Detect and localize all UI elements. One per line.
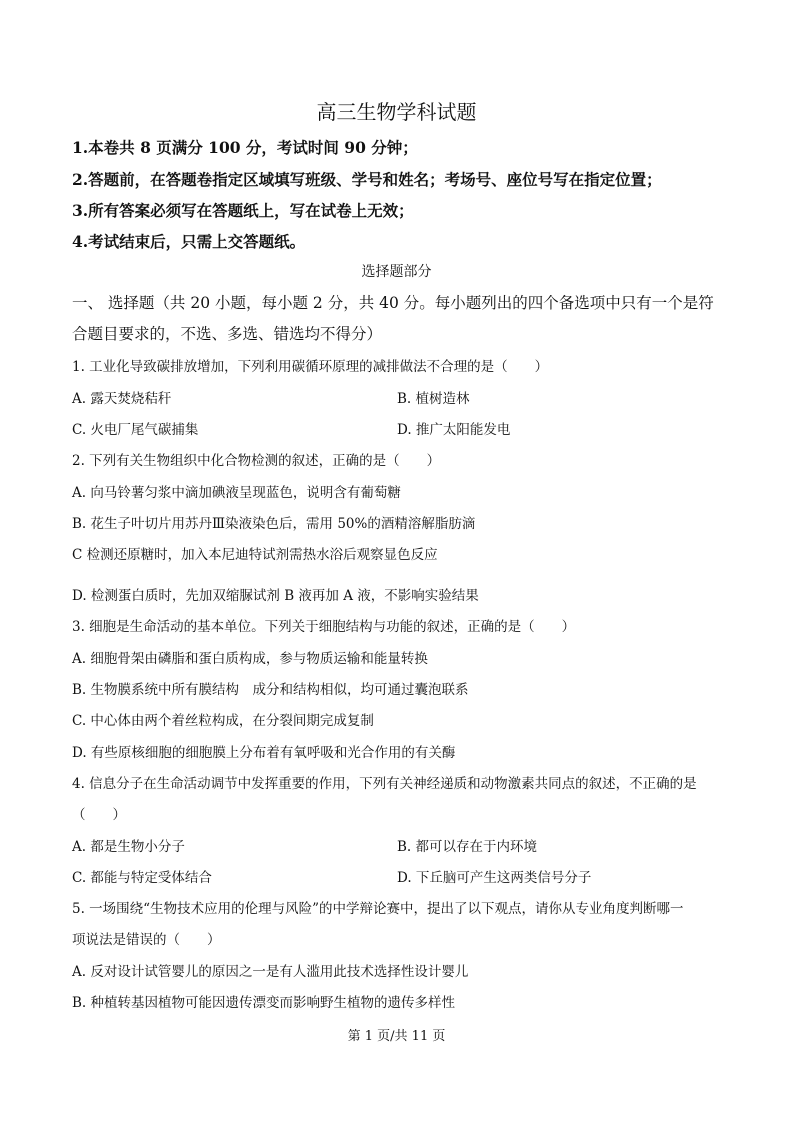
question-4-option-a: A. 都是生物小分子 [72, 839, 185, 855]
rule-1: 1.本卷共 8 页满分 100 分，考试时间 90 分钟； [72, 138, 418, 157]
question-3-option-d: D. 有些原核细胞的细胞膜上分布着有氧呼吸和光合作用的有关酶 [72, 745, 456, 761]
question-5-option-b: B. 种植转基因植物可能因遗传漂变而影响野生植物的遗传多样性 [72, 995, 456, 1011]
question-2-option-c: C 检测还原糖时，加入本尼迪特试剂需热水浴后观察显色反应 [72, 547, 438, 563]
question-2-option-a: A. 向马铃薯匀浆中滴加碘液呈现蓝色，说明含有葡萄糖 [72, 485, 401, 501]
question-4-option-d: D. 下丘脑可产生这两类信号分子 [397, 870, 592, 886]
question-2-option-b: B. 花生子叶切片用苏丹Ⅲ染液染色后，需用 50%的酒精溶解脂肪滴 [72, 516, 476, 532]
question-5-stem-line2: 项说法是错误的（ ） [72, 932, 221, 948]
question-2-option-d: D. 检测蛋白质时，先加双缩脲试剂 B 液再加 A 液，不影响实验结果 [72, 588, 479, 604]
section-title: 选择题部分 [361, 264, 432, 280]
question-4-stem-line1: 4. 信息分子在生命活动调节中发挥重要的作用，下列有关神经递质和动物激素共同点的叙述，不正确的是 [72, 776, 697, 792]
question-5-option-a: A. 反对设计试管婴儿的原因之一是有人滥用此技术选择性设计婴儿 [72, 964, 469, 980]
question-4-option-b: B. 都可以存在于内环境 [397, 839, 538, 855]
question-3-option-b: B. 生物膜系统中所有膜结构 成分和结构相似，均可通过囊泡联系 [72, 682, 469, 698]
question-3-stem: 3. 细胞是生命活动的基本单位。下列关于细胞结构与功能的叙述，正确的是（ ） [72, 619, 576, 635]
question-1-option-a: A. 露天焚烧秸秆 [72, 391, 172, 407]
rule-4: 4.考试结束后，只需上交答题纸。 [72, 232, 306, 251]
part-heading-line1: 一、 选择题（共 20 小题，每小题 2 分，共 40 分。每小题列出的四个备选项中只有一个是符 [72, 294, 714, 312]
rule-2: 2.答题前，在答题卷指定区域填写班级、学号和姓名；考场号、座位号写在指定位置； [72, 170, 662, 189]
question-1-option-b: B. 植树造林 [397, 391, 470, 407]
question-4-option-c: C. 都能与特定受体结合 [72, 870, 212, 886]
rule-3: 3.所有答案必须写在答题纸上，写在试卷上无效； [72, 201, 414, 220]
question-3-option-a: A. 细胞骨架由磷脂和蛋白质构成，参与物质运输和能量转换 [72, 651, 428, 667]
question-2-stem: 2. 下列有关生物组织中化合物检测的叙述，正确的是（ ） [72, 453, 441, 469]
part-heading-line2: 合题目要求的，不选、多选、错选均不得分） [72, 325, 383, 343]
question-5-stem-line1: 5. 一场围绕“生物技术应用的伦理与风险”的中学辩论赛中，提出了以下观点，请你从专业角度判断哪一 [72, 901, 684, 917]
question-1-stem: 1. 工业化导致碳排放增加，下列利用碳循环原理的减排做法不合理的是（ ） [72, 359, 549, 375]
page-footer: 第 1 页/共 11 页 [347, 1029, 446, 1044]
page-title: 高三生物学科试题 [316, 100, 477, 124]
question-1-option-c: C. 火电厂尾气碳捕集 [72, 422, 199, 438]
question-3-option-c: C. 中心体由两个着丝粒构成，在分裂间期完成复制 [72, 713, 374, 729]
question-4-stem-line2: （ ） [72, 807, 126, 823]
question-1-option-d: D. 推广太阳能发电 [397, 422, 511, 438]
